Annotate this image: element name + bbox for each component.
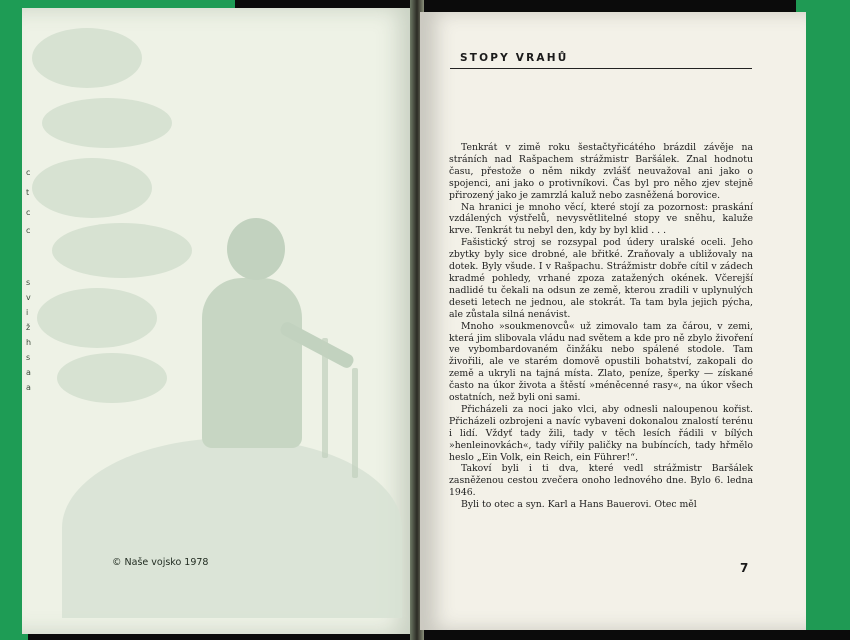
running-head: STOPY VRAHŮ [460, 52, 569, 64]
page-number: 7 [740, 561, 749, 575]
paragraph: Fašistický stroj se rozsypal pod údery uralské oceli. Jeho zbytky byly sice drobné, ale břitké. Zraňovaly a ubližovaly na dotek. Byly všude. I v Rašpachu. Strážmistr dobře cítil v zádech kradmé pohledy, vrhané zpoza zatažených okének. Včerejší nadlidé tu čekali na odsun ze země, kterou zradili v uplynulých deseti letech ne jednou, ale stokrát. Ta tam byla jejich pýcha, ale zůstala silná nenávist. [449, 237, 753, 320]
header-rule [450, 68, 752, 69]
copyright-note: © Naše vojsko 1978 [112, 557, 209, 568]
fence-post [322, 338, 328, 458]
spine-letter: i [26, 308, 29, 317]
spine-letter: a [26, 383, 31, 392]
tree-branch [32, 158, 152, 218]
left-page [22, 8, 417, 634]
body-text [449, 142, 753, 568]
spine-letter: s [26, 353, 31, 362]
soldier-silhouette-head [227, 218, 285, 280]
paragraph: Na hranici je mnoho věcí, které stojí za pozornost: praskání vzdálených výstřelů, nevysvětlitelné stopy ve sněhu, kaluže krve. Tenkrát tu nebyl den, kdy by byl klid . . . [449, 201, 753, 237]
paragraph: Byli to otec a syn. Karl a Hans Bauerovi. Otec měl [461, 499, 697, 511]
paragraph: Mnoho »soukmenovců« už zimovalo tam za čárou, v zemi, která jim slibovala vládu nad světem a kde pro ně zbylo živoření ve vybombardovaném činžáku nebo spálené stodole. Tam živořili, ale ve starém domově opustili bohatství, zakopali do země a ukryli na tajná místa. Zlato, peníze, šperky — získané často na úkor života a štěstí »méněcenné rasy«, na úkor všech ostatních, než byli oni sami. [449, 320, 753, 404]
paragraph: Tenkrát v zimě roku šestačtyřicátého brázdil závěje na stráních nad Rašpachem strážmistr Baršálek. Znal hodnotu času, přestože o něm nikdy zvlášť neuvažoval ani jako o spojenci, ani jako o protivníkovi. Čas byl pro něho zjev stejně přirozený jako je zamrzlá kaluž nebo zasněžená borovice. [449, 142, 753, 201]
tree-branch [32, 28, 142, 88]
tree-branch [42, 98, 172, 148]
snowy-ground [62, 438, 402, 618]
spine-letter: t [26, 188, 30, 197]
right-page [420, 12, 806, 630]
spine-letter: a [26, 368, 31, 377]
paragraph: Přicházeli za noci jako vlci, aby odnesli naloupenou kořist. Přicházeli ozbrojeni a navíc vybaveni dokonalou znalostí terénu i lidí. Vždyť tady žili, tady v těch lesích řádili v bílých »henleinovkách«, tady vířily paličky na bubíncích, tady hřmělo heslo „Ein Volk, ein Reich, ein Führer!“. [449, 403, 753, 463]
spine-letter: ž [26, 323, 31, 332]
spine-letter: h [26, 338, 32, 347]
tree-branch [52, 223, 192, 278]
soldier-silhouette-body [202, 278, 302, 448]
fence-post [352, 368, 358, 478]
spine-letter: c [26, 168, 31, 177]
paragraph: Takoví byli i ti dva, které vedl strážmistr Baršálek zasněženou cestou zvečera onoho lednového dne. Bylo 6. ledna 1946. [449, 463, 753, 499]
spine-letter: s [26, 278, 31, 287]
spine-letter: v [26, 293, 31, 302]
spine-letter: c [26, 208, 31, 217]
spine-letter: c [26, 226, 31, 235]
tree-branch [37, 288, 157, 348]
tree-branch [57, 353, 167, 403]
